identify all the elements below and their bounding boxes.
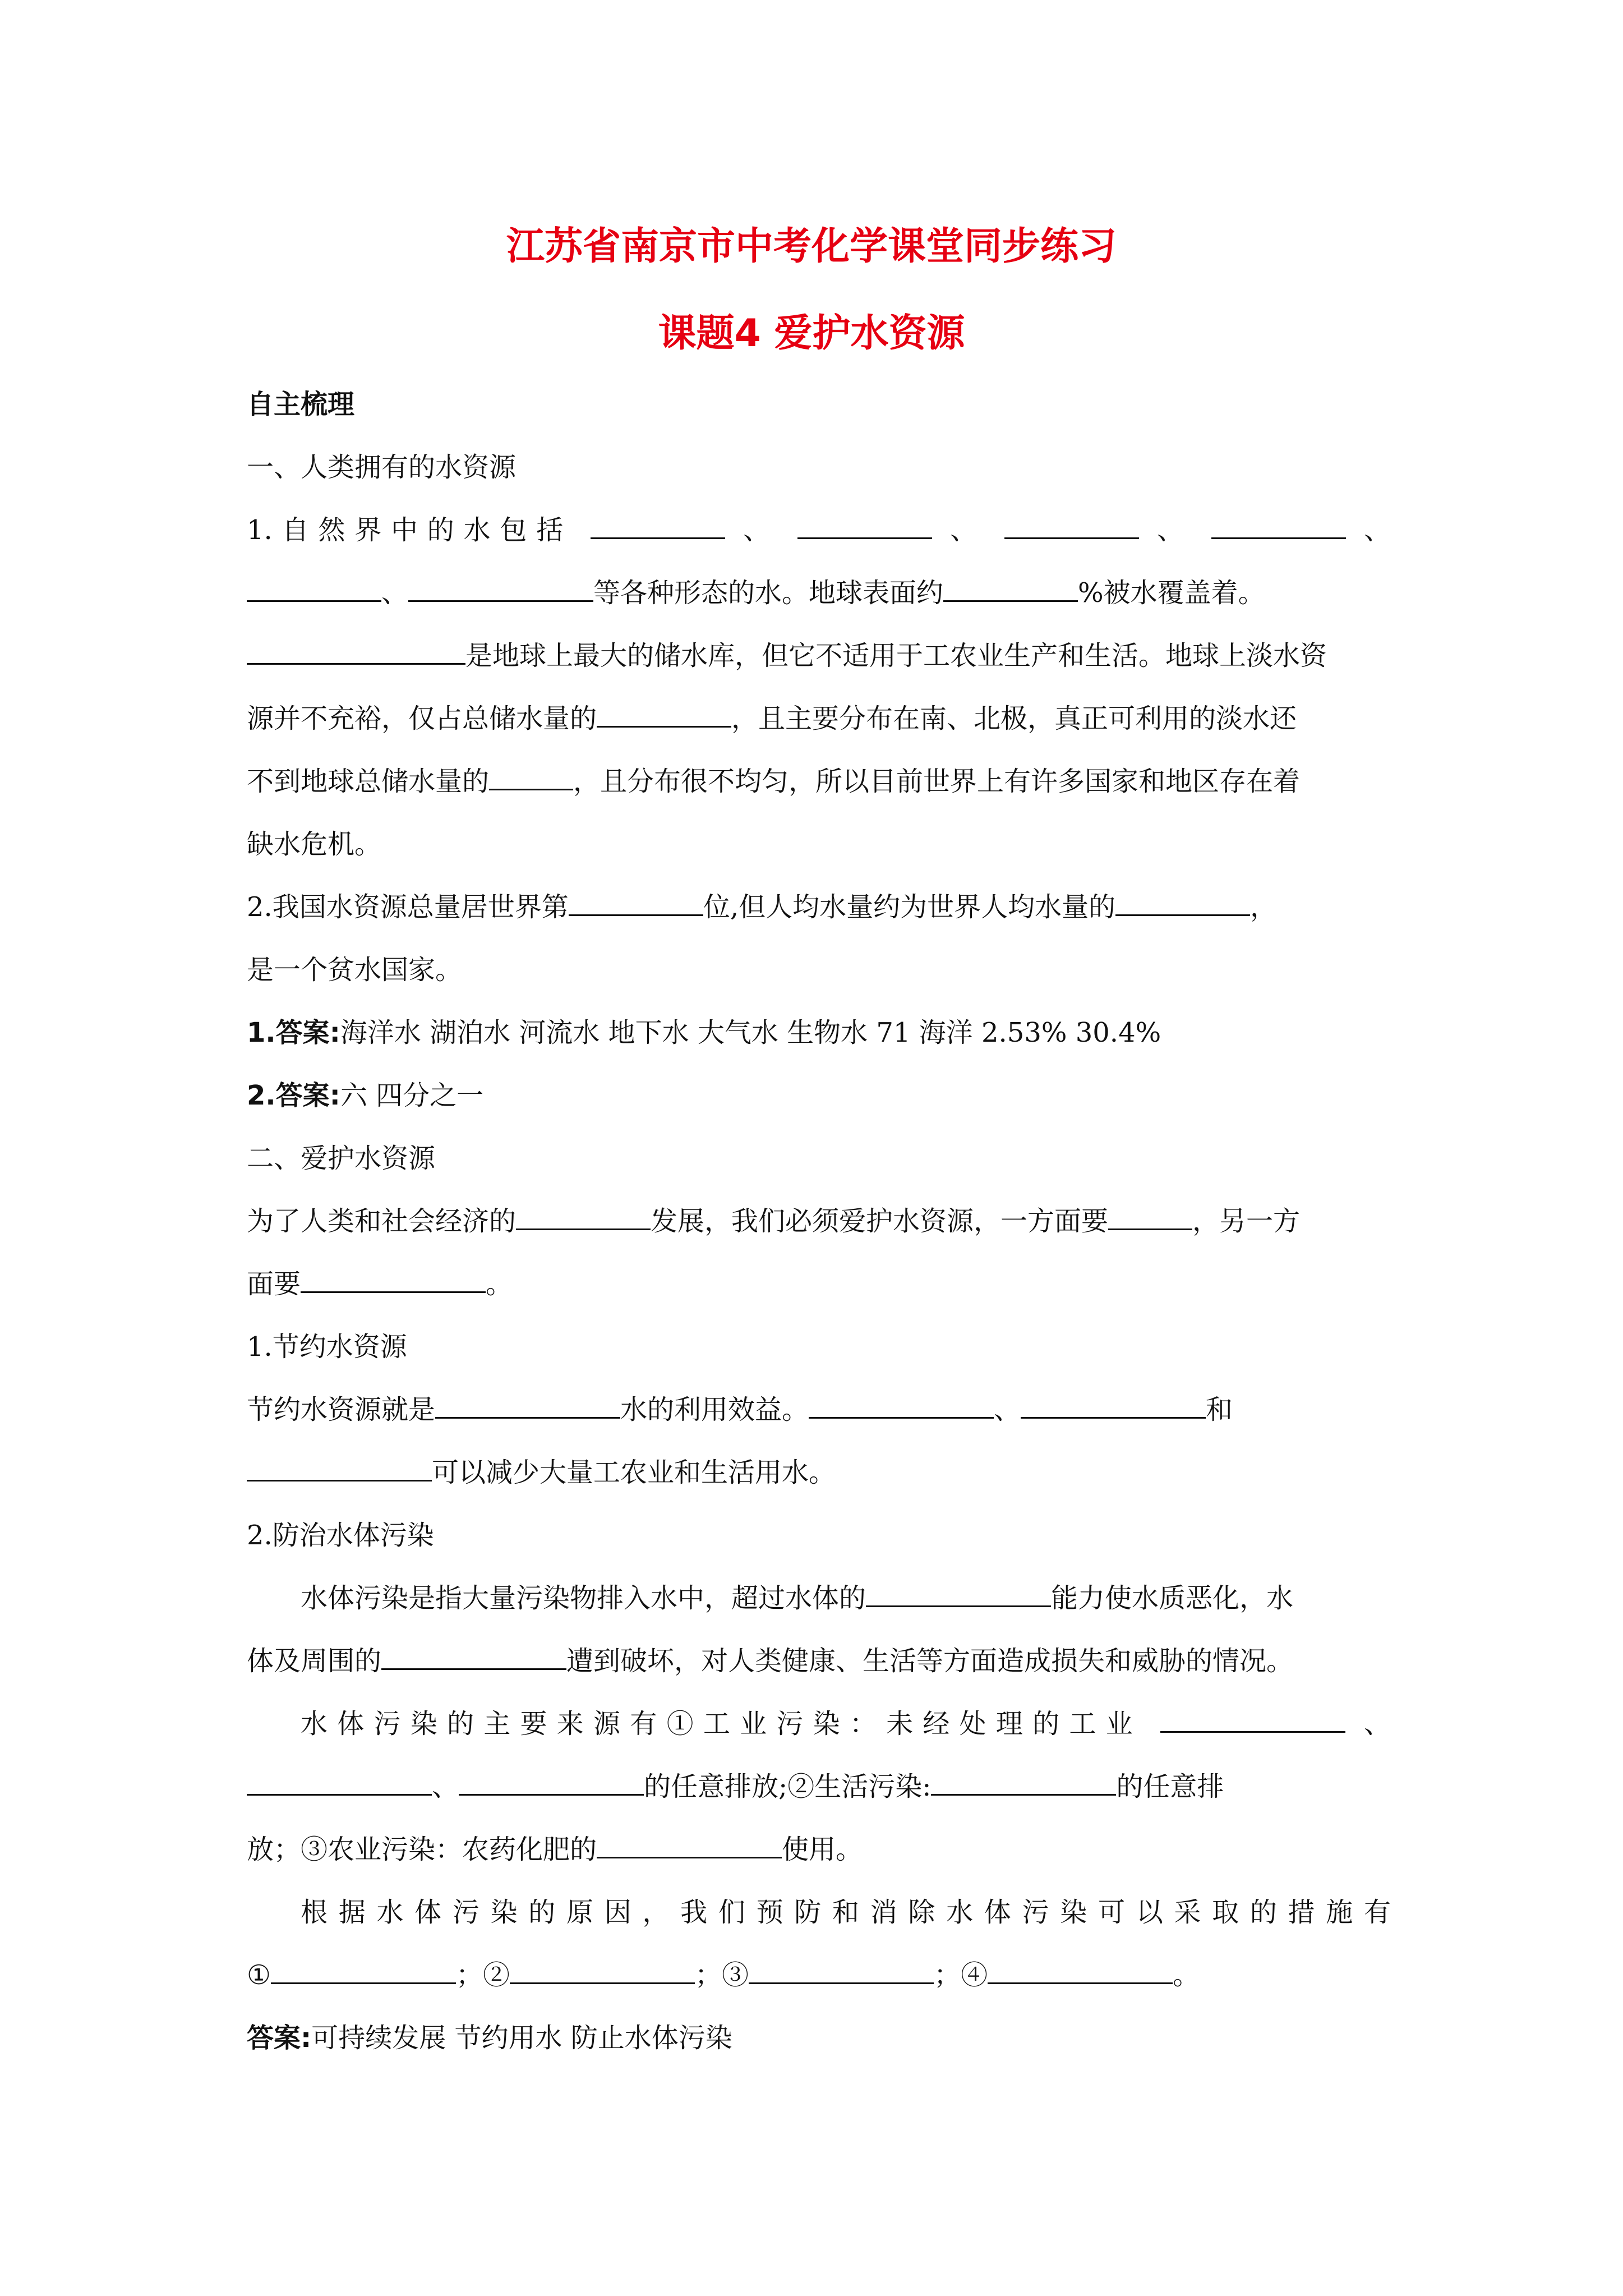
measures-line-2: ① ；② ；③ ；④ 。 bbox=[247, 1959, 1200, 1991]
blank-input[interactable] bbox=[809, 1395, 994, 1419]
measures-line-1: 根据水体污染的原因，我们预防和消除水体污染可以采取的措施有 bbox=[301, 1897, 1391, 1928]
pollution-definition-line-1: 水体污染是指大量污染物排入水中，超过水体的 能力使水质恶化，水 bbox=[301, 1582, 1294, 1614]
heading-self-study: 自主梳理 bbox=[247, 389, 355, 420]
save-water-line-1: 节约水资源就是 水的利用效益。 、 和 bbox=[247, 1394, 1233, 1425]
section-heading-protect-water: 二、爱护水资源 bbox=[247, 1143, 436, 1174]
blank-input[interactable] bbox=[247, 1772, 432, 1796]
intro-line-1: 为了人类和社会经济的 发展，我们必须爱护水资源，一方面要 ，另一方 bbox=[247, 1205, 1301, 1237]
blank-input[interactable] bbox=[569, 892, 703, 916]
blank-input[interactable] bbox=[749, 1960, 934, 1984]
blank-input[interactable] bbox=[381, 1646, 566, 1670]
question-1-line-2: 、 等各种形态的水。地球表面约 %被水覆盖着。 bbox=[247, 562, 1391, 624]
blank-input[interactable] bbox=[591, 515, 725, 539]
blank-input[interactable] bbox=[797, 515, 932, 539]
subheading-save-water: 1.节约水资源 bbox=[247, 1331, 407, 1363]
intro-line-2: 面要 。 bbox=[247, 1268, 513, 1300]
blank-input[interactable] bbox=[1211, 515, 1346, 539]
blank-input[interactable] bbox=[247, 578, 381, 602]
question-1-line-1: 1.自然界中的水包括 、 、 、 、 bbox=[247, 514, 1391, 546]
answer-1: 1.答案:海洋水 湖泊水 河流水 地下水 大气水 生物水 71 海洋 2.53% 30.4% bbox=[247, 1017, 1161, 1048]
lesson-title: 课题4 爱护水资源 bbox=[658, 311, 965, 356]
blank-input[interactable] bbox=[271, 1960, 456, 1984]
blank-input[interactable] bbox=[1160, 1709, 1345, 1733]
save-water-line-2: 可以减少大量工农业和生活用水。 bbox=[247, 1441, 1391, 1504]
pollution-definition-line-2: 体及周围的 遭到破坏，对人类健康、生活等方面造成损失和威胁的情况。 bbox=[247, 1645, 1294, 1677]
blank-input[interactable] bbox=[301, 1269, 486, 1293]
answer-2: 2.答案:六 四分之一 bbox=[247, 1080, 484, 1111]
blank-input[interactable] bbox=[408, 578, 593, 602]
answer-3: 答案:可持续发展 节约用水 防止水体污染 bbox=[247, 2022, 732, 2054]
question-2-line-1: 2.我国水资源总量居世界第 位,但人均水量约为世界人均水量的 ， bbox=[247, 891, 1278, 923]
blank-input[interactable] bbox=[247, 641, 465, 665]
blank-input[interactable] bbox=[247, 1457, 432, 1481]
blank-input[interactable] bbox=[931, 1772, 1116, 1796]
question-1-line-5: 不到地球总储水量的 ，且分布很不均匀，所以目前世界上有许多国家和地区存在着 bbox=[247, 766, 1301, 797]
pollution-sources-line-1: 水体污染的主要来源有①工业污染：未经处理的工业 、 bbox=[301, 1708, 1391, 1740]
blank-input[interactable] bbox=[1021, 1395, 1206, 1419]
question-1-line-6: 缺水危机。 bbox=[247, 829, 382, 860]
document-title: 江苏省南京市中考化学课堂同步练习 bbox=[506, 224, 1117, 269]
blank-input[interactable] bbox=[866, 1583, 1051, 1607]
blank-input[interactable] bbox=[435, 1395, 620, 1419]
blank-input[interactable] bbox=[1004, 515, 1139, 539]
blank-input[interactable] bbox=[943, 578, 1078, 602]
question-1-line-3: 是地球上最大的储水库，但它不适用于工农业生产和生活。地球上淡水资 bbox=[247, 624, 1391, 687]
question-1-line-4: 源并不充裕，仅占总储水量的 ，且主要分布在南、北极，真正可利用的淡水还 bbox=[247, 703, 1297, 734]
blank-input[interactable] bbox=[489, 766, 573, 790]
blank-input[interactable] bbox=[988, 1960, 1173, 1984]
section-heading-water-resources: 一、人类拥有的水资源 bbox=[247, 452, 517, 483]
blank-input[interactable] bbox=[597, 703, 731, 728]
blank-input[interactable] bbox=[510, 1960, 695, 1984]
pollution-sources-line-3: 放；③农业污染：农药化肥的 使用。 bbox=[247, 1834, 863, 1865]
blank-input[interactable] bbox=[459, 1772, 644, 1796]
blank-input[interactable] bbox=[597, 1834, 782, 1858]
question-2-line-2: 是一个贫水国家。 bbox=[247, 954, 463, 986]
blank-input[interactable] bbox=[1115, 892, 1250, 916]
content-section-1 bbox=[247, 373, 1391, 2069]
pollution-sources-line-2: 、 的任意排放;②生活污染: 的任意排 bbox=[247, 1755, 1391, 1818]
blank-input[interactable] bbox=[516, 1206, 651, 1230]
blank-input[interactable] bbox=[1108, 1206, 1192, 1230]
subheading-prevent-pollution: 2.防治水体污染 bbox=[247, 1520, 434, 1551]
